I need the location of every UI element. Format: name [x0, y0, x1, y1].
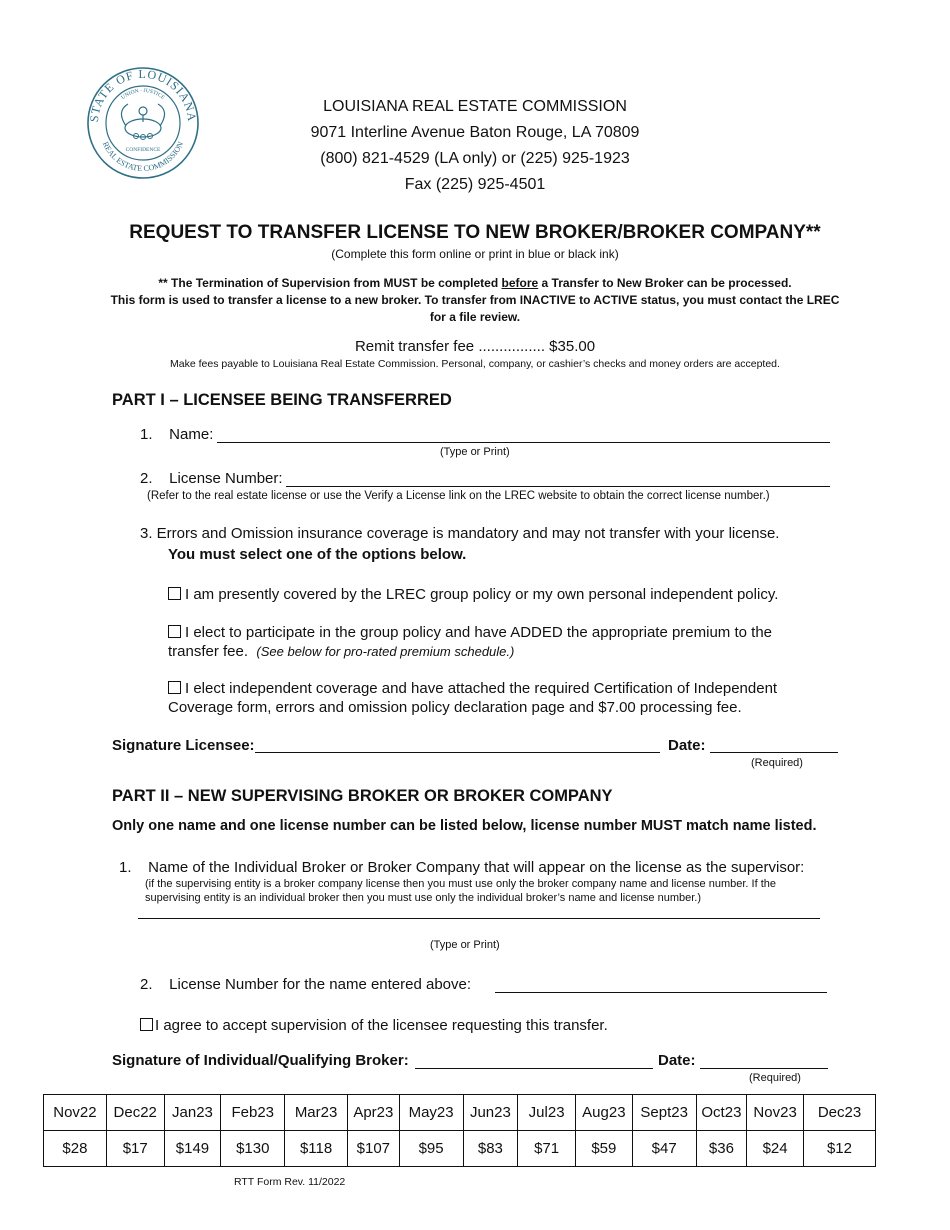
fee-note: Make fees payable to Louisiana Real Estate Commission. Personal, company, or cashier’s checks and money orders are accepted. [170, 358, 780, 370]
premium-schedule-table [43, 1094, 876, 1167]
part1-heading: PART I – LICENSEE BEING TRANSFERRED [112, 391, 452, 409]
agree-supervision[interactable]: I agree to accept supervision of the licensee requesting this transfer. [140, 1017, 608, 1034]
broker-signature-label: Signature of Individual/Qualifying Broker: [112, 1052, 409, 1069]
transfer-notice: ** The Termination of Supervision from MUST be completed before a Transfer to New Broker can be processed. This form is used to transfer a license to a new broker. To transfer from INACTIVE to ACTIVE status, you must contact the LREC for a file review. [110, 276, 840, 324]
schedule-month: Sept23 [632, 1095, 696, 1131]
org-address: 9071 Interline Avenue Baton Rouge, LA 70809 [310, 124, 640, 141]
option-3-checkbox[interactable] [168, 681, 181, 694]
schedule-amount: $130 [221, 1131, 285, 1167]
svg-text:STATE OF LOUISIANA: STATE OF LOUISIANA [86, 66, 200, 123]
broker-date-required: (Required) [749, 1072, 801, 1084]
schedule-month: Jan23 [164, 1095, 221, 1131]
schedule-amount: $83 [463, 1131, 518, 1167]
name-hint: (Type or Print) [440, 446, 510, 458]
form-revision: RTT Form Rev. 11/2022 [234, 1176, 346, 1188]
eo-option-2[interactable]: I elect to participate in the group policy and have ADDED the appropriate premium to the transfer fee. (See below for pro-rated premium schedule.) [168, 624, 772, 660]
part2-rule: Only one name and one license number can be listed below, license number MUST match name listed. [112, 818, 817, 834]
schedule-amount: $149 [164, 1131, 221, 1167]
schedule-amount: $24 [747, 1131, 804, 1167]
org-fax: Fax (225) 925-4501 [404, 176, 546, 193]
form-subtitle: (Complete this form online or print in blue or black ink) [331, 247, 619, 261]
svg-text:UNION · JUSTICE: UNION · JUSTICE [120, 87, 166, 101]
schedule-month: Jun23 [463, 1095, 518, 1131]
option-1-checkbox[interactable] [168, 587, 181, 600]
org-phone: (800) 821-4529 (LA only) or (225) 925-1923 [320, 150, 630, 167]
eo-intro: 3. Errors and Omission insurance coverage is mandatory and may not transfer with your license. [140, 525, 780, 542]
schedule-months-row [44, 1095, 876, 1131]
eo-option-3[interactable]: I elect independent coverage and have attached the required Certification of Independent Coverage form, errors and omission policy declaration page and $7.00 processing fee. [168, 680, 778, 716]
licensee-signature-field[interactable] [255, 752, 660, 753]
agree-checkbox[interactable] [140, 1018, 153, 1031]
schedule-month: Aug23 [575, 1095, 632, 1131]
schedule-month: Dec23 [803, 1095, 875, 1131]
schedule-amount: $118 [285, 1131, 348, 1167]
schedule-month: Dec22 [106, 1095, 164, 1131]
svg-text:REAL ESTATE COMMISSION: REAL ESTATE COMMISSION [100, 140, 186, 174]
org-name: LOUISIANA REAL ESTATE COMMISSION [323, 98, 627, 115]
license-number-field[interactable] [286, 486, 830, 487]
broker-signature-field[interactable] [415, 1068, 653, 1069]
schedule-month: Jul23 [518, 1095, 576, 1131]
licensee-date-field[interactable] [710, 752, 838, 753]
licensee-date-label: Date: [668, 737, 706, 754]
schedule-amount: $28 [44, 1131, 107, 1167]
name-field[interactable] [217, 442, 830, 443]
schedule-amount: $36 [696, 1131, 747, 1167]
schedule-month: May23 [399, 1095, 463, 1131]
option-2-checkbox[interactable] [168, 625, 181, 638]
broker-date-field[interactable] [700, 1068, 828, 1069]
eo-select-instruction: You must select one of the options below. [168, 546, 467, 563]
form-title: REQUEST TO TRANSFER LICENSE TO NEW BROKER/BROKER COMPANY** [129, 222, 821, 243]
licensee-date-required: (Required) [751, 757, 803, 769]
schedule-month: Nov22 [44, 1095, 107, 1131]
licensee-signature-label: Signature Licensee: [112, 737, 255, 754]
part2-heading: PART II – NEW SUPERVISING BROKER OR BROKER COMPANY [112, 787, 613, 805]
broker-license-field[interactable] [495, 992, 827, 993]
schedule-amount: $107 [348, 1131, 400, 1167]
svg-text:CONFIDENCE: CONFIDENCE [125, 147, 161, 153]
schedule-amount: $12 [803, 1131, 875, 1167]
schedule-month: Mar23 [285, 1095, 348, 1131]
schedule-month: Nov23 [747, 1095, 804, 1131]
license-label: 2. License Number: [140, 470, 283, 487]
eo-option-1[interactable]: I am presently covered by the LREC group policy or my own personal independent policy. [168, 586, 778, 603]
state-seal-logo [86, 66, 200, 180]
schedule-amounts-row [44, 1131, 876, 1167]
schedule-amount: $59 [575, 1131, 632, 1167]
broker-name-instruction: 1. Name of the Individual Broker or Broker Company that will appear on the license as the supervisor: [119, 859, 805, 876]
broker-license-label: 2. License Number for the name entered above: [140, 976, 472, 993]
schedule-month: Feb23 [221, 1095, 285, 1131]
license-hint: (Refer to the real estate license or use the Verify a License link on the LREC website to obtain the correct license number.) [147, 490, 770, 502]
broker-name-hint: (Type or Print) [430, 939, 500, 951]
broker-name-field[interactable] [138, 918, 820, 919]
broker-name-note: (if the supervising entity is a broker company license then you must use only the broker company name and license number. If the supervising entity is an individual broker then you must use only the individual broker’s name and license number.) [145, 878, 776, 904]
schedule-amount: $17 [106, 1131, 164, 1167]
schedule-month: Oct23 [696, 1095, 747, 1131]
schedule-amount: $71 [518, 1131, 576, 1167]
schedule-month: Apr23 [348, 1095, 400, 1131]
broker-date-label: Date: [658, 1052, 696, 1069]
transfer-fee: Remit transfer fee ................ $35.00 [354, 338, 596, 355]
schedule-amount: $95 [399, 1131, 463, 1167]
name-label: 1. Name: [140, 426, 214, 443]
schedule-amount: $47 [632, 1131, 696, 1167]
